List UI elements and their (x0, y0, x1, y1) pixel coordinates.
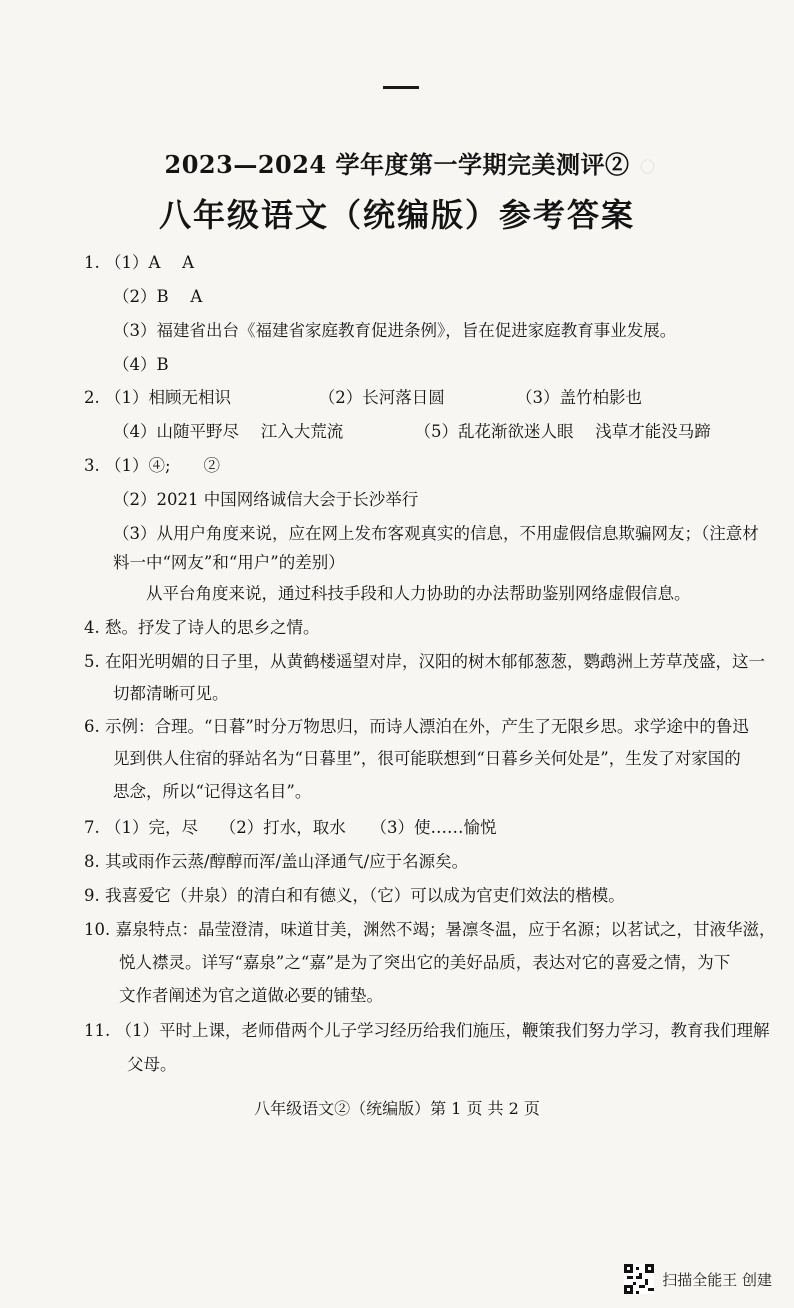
answer-7: 7. （1）完，尽 （2）打水，取水 （3）使……愉悦 (84, 818, 497, 837)
answer-10-cont2: 文作者阐述为官之道做必要的铺垫。 (119, 986, 383, 1005)
answer-9: 9. 我喜爱它（井泉）的清白和有德义，（它）可以成为官吏们效法的楷模。 (84, 886, 625, 905)
answer-8: 8. 其或雨作云蒸/醇醇而浑/盖山泽通气/应于名源矣。 (84, 852, 469, 871)
answer-3-2: （2）2021 中国网络诚信大会于长沙举行 (113, 490, 419, 509)
answer-6-cont2: 思念，所以“记得这名目”。 (113, 782, 312, 801)
bleed-through-mark: 〇 (640, 158, 656, 176)
answer-1-2: （2）B A (113, 287, 203, 306)
answer-1-3: （3）福建省出台《福建省家庭教育促进条例》，旨在促进家庭教育事业发展。 (113, 321, 677, 340)
answer-10: 10. 嘉泉特点：晶莹澄清，味道甘美，渊然不竭；暑凛冬温，应于名源；以茗试之，甘液华滋， (84, 920, 776, 939)
answer-3-3-cont: 料一中“网友”和“用户”的差别） (113, 553, 345, 572)
scanner-watermark (624, 1264, 772, 1294)
page-footer: 八年级语文②（统编版）第 1 页 共 2 页 (254, 1099, 540, 1118)
exam-title: 2023—2024 学年度第一学期完美测评② (164, 150, 630, 179)
top-dash-mark (383, 86, 419, 89)
answer-4: 4. 愁。抒发了诗人的思乡之情。 (84, 618, 320, 637)
answer-11-1: 11. （1）平时上课，老师借两个儿子学习经历给我们施压，鞭策我们努力学习，教育我们理解 (84, 1021, 770, 1040)
answer-10-cont1: 悦人襟灵。详写“嘉泉”之“嘉”是为了突出它的美好品质，表达对它的喜爱之情，为下 (119, 953, 731, 972)
answer-6-cont1: 见到供人住宿的驿站名为“日暮里”，很可能联想到“日暮乡关何处是”，生发了对家国的 (113, 749, 741, 768)
answer-5: 5. 在阳光明媚的日子里，从黄鹤楼遥望对岸，汉阳的树木郁郁葱葱，鹦鹉洲上芳草茂盛，这一 (84, 652, 765, 671)
answer-3-3-platform: 从平台角度来说，通过科技手段和人力协助的办法帮助鉴别网络虚假信息。 (146, 584, 691, 603)
answer-6: 6. 示例：合理。“日暮”时分万物思归，而诗人漂泊在外，产生了无限乡思。求学途中的鲁迅 (84, 717, 749, 736)
answer-key-title: 八年级语文（统编版）参考答案 (158, 196, 635, 234)
answer-3-1: 3. （1）④; ② (84, 456, 221, 475)
answer-2-row1: 2. （1）相顾无相识 （2）长河落日圆 （3）盖竹柏影也 (84, 388, 642, 407)
answer-5-cont: 切都清晰可见。 (113, 684, 229, 703)
answer-1-4: （4）B (113, 355, 169, 374)
watermark-text: 扫描全能王 创建 (662, 1270, 772, 1289)
qr-code-icon (624, 1264, 654, 1294)
answer-3-3: （3）从用户角度来说，应在网上发布客观真实的信息，不用虚假信息欺骗网友；（注意材 (113, 524, 759, 543)
answer-2-row2: （4）山随平野尽 江入大荒流 （5）乱花渐欲迷人眼 浅草才能没马蹄 (113, 422, 711, 441)
answer-11-1-cont: 父母。 (127, 1055, 177, 1074)
answer-1-1: 1. （1）A A (84, 253, 195, 272)
